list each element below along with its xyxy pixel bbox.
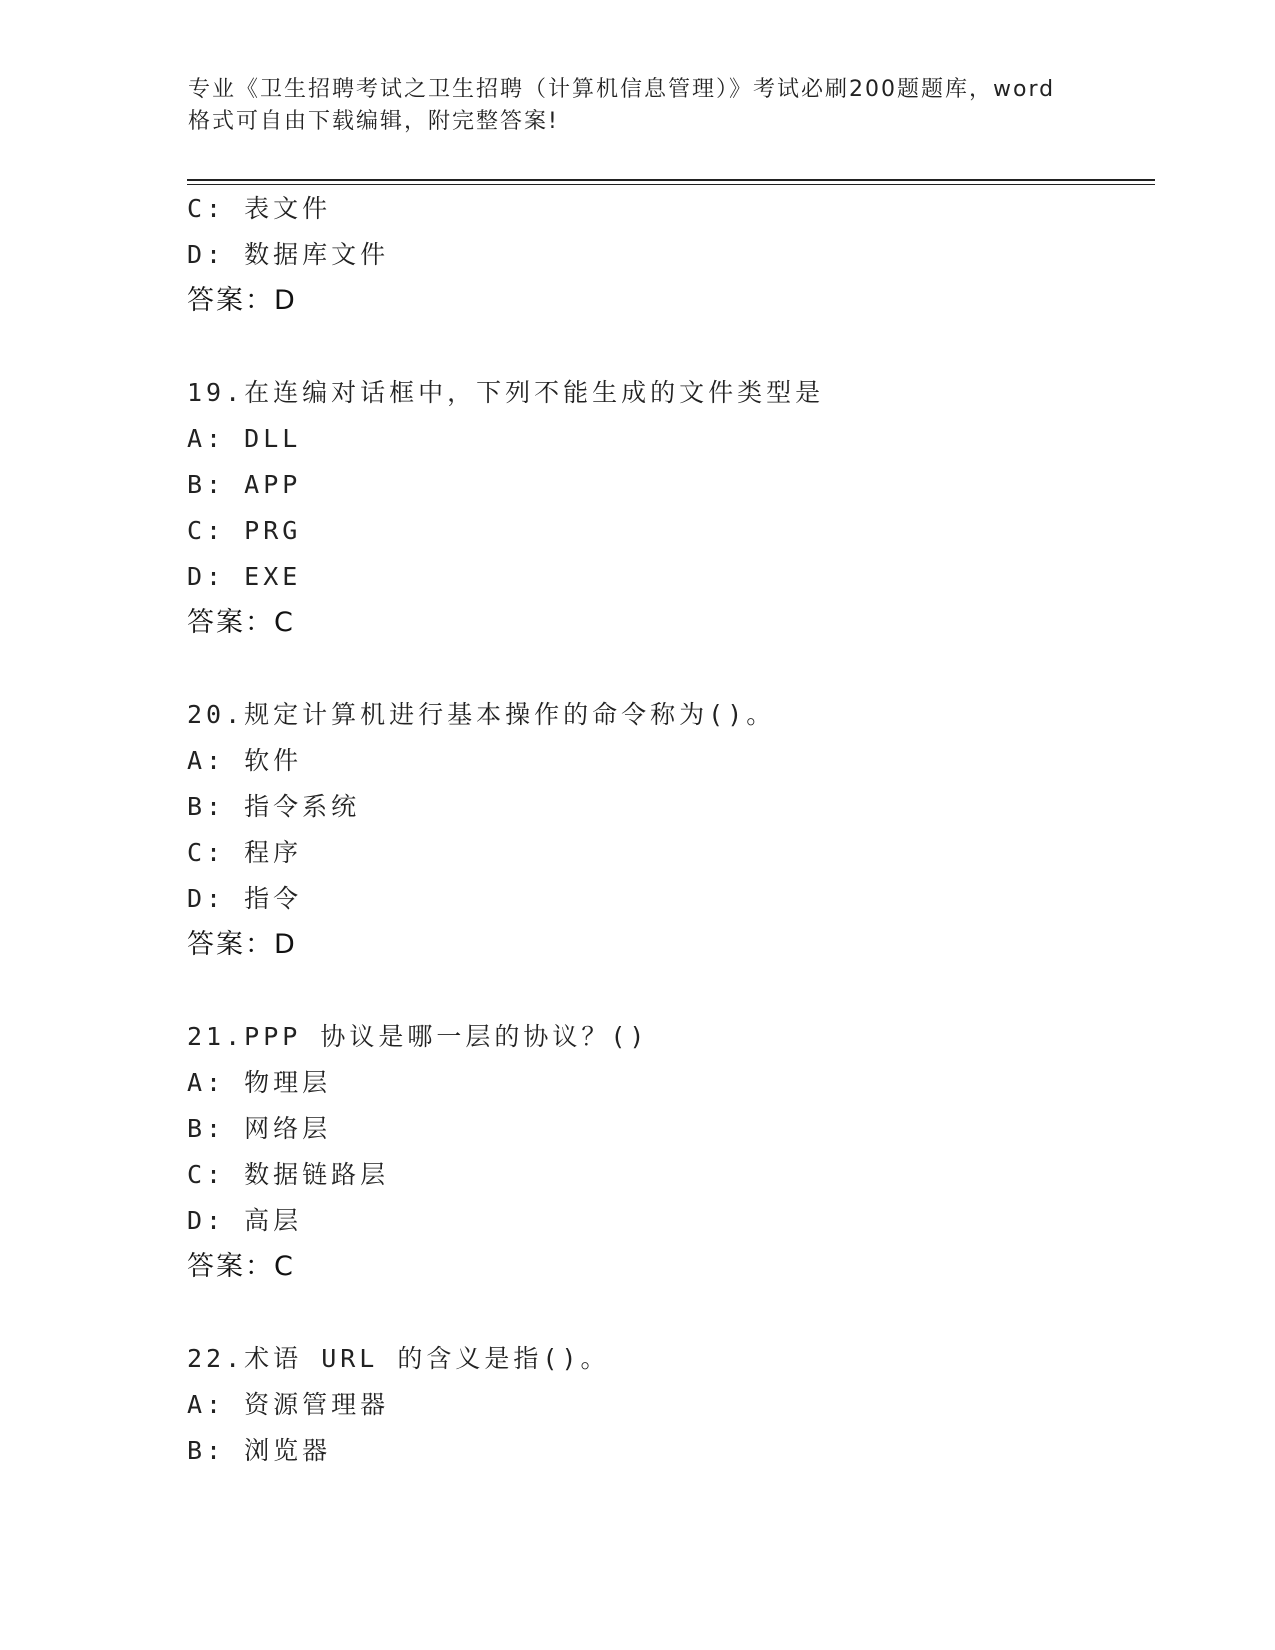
option-a: A: 物理层	[187, 1068, 332, 1097]
answer: 答案：D	[187, 929, 297, 960]
header-divider-thick	[187, 179, 1155, 181]
option-a: A: DLL	[187, 424, 302, 453]
option-b: B: 指令系统	[187, 792, 361, 821]
spacer	[187, 968, 1147, 1014]
question-list	[187, 186, 1147, 1474]
spacer	[187, 646, 1147, 692]
option-d: D: 指令	[187, 884, 303, 913]
option-c: C: 程序	[187, 838, 303, 867]
answer: 答案：C	[187, 1251, 295, 1282]
option-b: B: 网络层	[187, 1114, 332, 1143]
question-20	[187, 692, 1147, 968]
option-d: D: 数据库文件	[187, 240, 390, 269]
question-stem: 20.规定计算机进行基本操作的命令称为()。	[187, 700, 776, 729]
option-c: C: PRG	[187, 516, 302, 545]
question-18-tail	[187, 186, 1147, 324]
question-stem: 21.PPP 协议是哪一层的协议？()	[187, 1022, 649, 1051]
option-a: A: 软件	[187, 746, 303, 775]
question-21	[187, 1014, 1147, 1290]
answer: 答案：C	[187, 607, 295, 638]
header-line-1: 专业《卫生招聘考试之卫生招聘（计算机信息管理）》考试必刷200题题库，word	[188, 77, 1056, 102]
option-d: D: 高层	[187, 1206, 303, 1235]
option-c: C: 表文件	[187, 194, 332, 223]
document-header	[188, 74, 1088, 138]
header-line-2: 格式可自由下载编辑，附完整答案!	[188, 109, 559, 134]
header-divider-thin	[187, 184, 1155, 185]
question-22	[187, 1336, 1147, 1474]
spacer	[187, 324, 1147, 370]
spacer	[187, 1290, 1147, 1336]
question-19	[187, 370, 1147, 646]
option-b: B: 浏览器	[187, 1436, 332, 1465]
option-b: B: APP	[187, 470, 302, 499]
option-c: C: 数据链路层	[187, 1160, 390, 1189]
question-stem: 22.术语 URL 的含义是指()。	[187, 1344, 610, 1373]
option-d: D: EXE	[187, 562, 302, 591]
answer: 答案：D	[187, 285, 297, 316]
question-stem: 19.在连编对话框中，下列不能生成的文件类型是	[187, 378, 825, 407]
option-a: A: 资源管理器	[187, 1390, 390, 1419]
